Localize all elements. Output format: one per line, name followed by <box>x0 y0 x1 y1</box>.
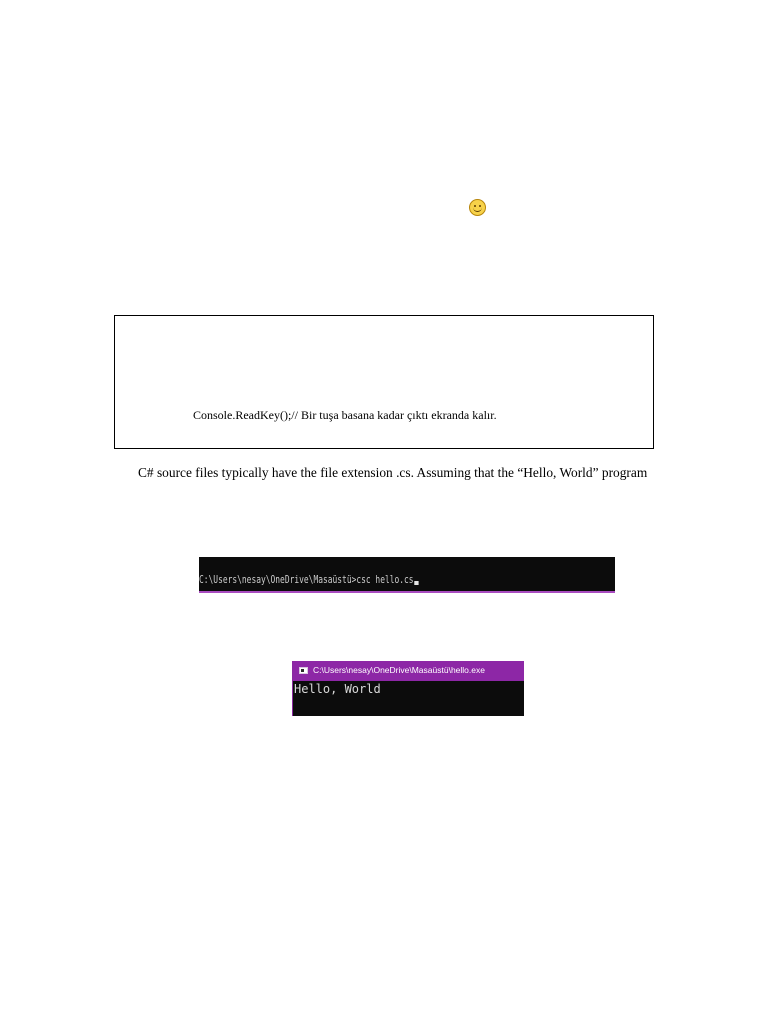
console-window-screenshot <box>292 661 524 716</box>
code-line: Console.ReadKey();// Bir tuşa basana kadar çıktı ekranda kalır. <box>193 408 497 422</box>
emoji-mouth <box>473 206 482 212</box>
console-app-icon <box>299 667 308 674</box>
code-box <box>114 315 654 449</box>
console-title: C:\Users\nesay\OneDrive\Masaüstü\hello.exe <box>313 665 485 675</box>
cursor-icon <box>414 581 418 585</box>
body-paragraph: C# source files typically have the file extension .cs. Assuming that the “Hello, World” program <box>138 465 648 480</box>
command-prompt-screenshot <box>199 557 615 593</box>
command-line <box>199 573 419 586</box>
smiling-face-icon <box>469 199 486 216</box>
command-text: C:\Users\nesay\OneDrive\Masaüstü>csc hello.cs <box>199 573 414 586</box>
console-output: Hello, World <box>294 682 381 696</box>
console-titlebar <box>293 661 524 681</box>
